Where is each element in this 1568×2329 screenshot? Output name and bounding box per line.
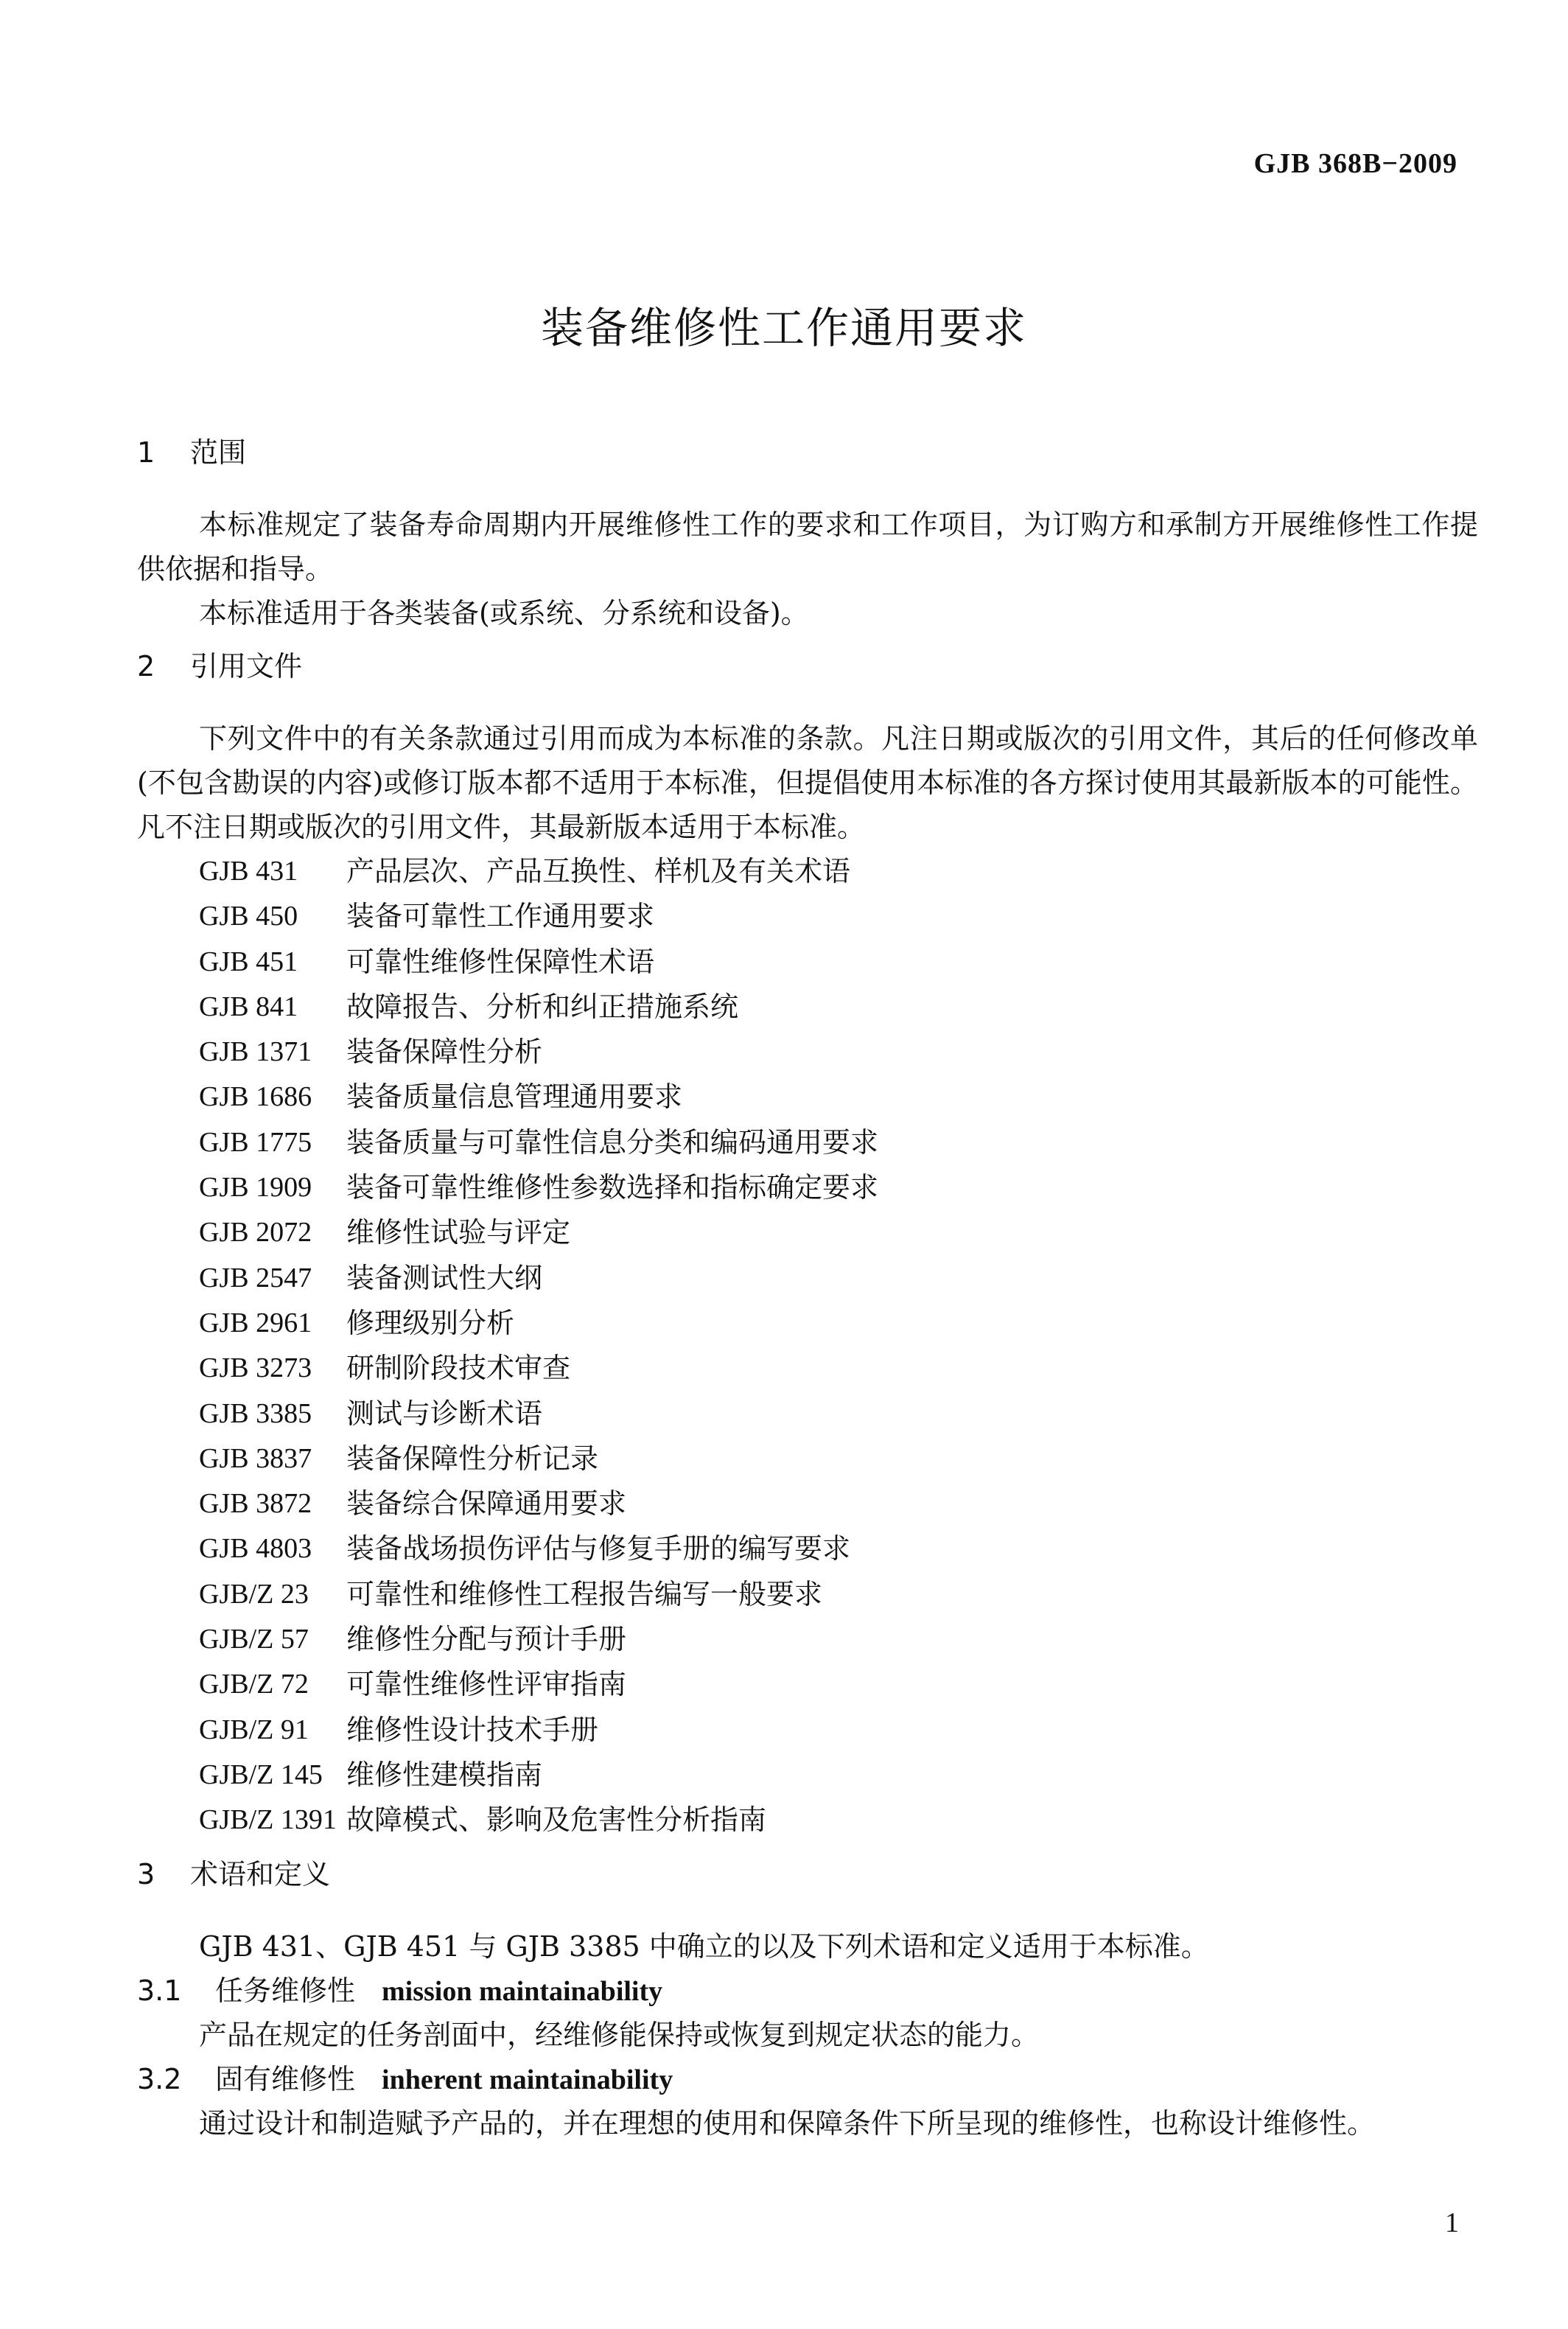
reference-item: [199, 1346, 1478, 1391]
references-intro: 下列文件中的有关条款通过引用而成为本标准的条款。凡注日期或版次的引用文件，其后的任何修改单(不包含勘误的内容)或修订版本都不适用于本标准，但提倡使用本标准的各方探讨使用其最新版本的可能性。凡不注日期或版次的引用文件，其最新版本适用于本标准。: [137, 722, 1478, 843]
reference-code: GJB/Z 145: [199, 1759, 323, 1790]
reference-code: GJB 3837: [199, 1442, 312, 1474]
term-3-1-definition: 产品在规定的任务剖面中，经维修能保持或恢复到规定状态的能力。: [199, 2018, 1040, 2051]
term-3-1-heading: [137, 1969, 1478, 2013]
reference-title: 装备测试性大纲: [346, 1261, 543, 1294]
section-title: 引用文件: [190, 650, 303, 682]
reference-title: 装备保障性分析记录: [346, 1442, 599, 1475]
section-number: 3: [137, 1857, 155, 1890]
term-3-2-heading: [137, 2057, 1478, 2101]
reference-title: 维修性分配与预计手册: [346, 1623, 627, 1656]
reference-title: 测试与诊断术语: [346, 1397, 543, 1430]
reference-code: GJB 841: [199, 991, 298, 1022]
reference-code: GJB 1371: [199, 1036, 312, 1068]
reference-code: GJB 4803: [199, 1533, 312, 1565]
reference-item: [199, 1798, 1478, 1843]
section-number: 2: [137, 650, 155, 682]
scope-paragraph-1: 本标准规定了装备寿命周期内开展维修性工作的要求和工作项目，为订购方和承制方开展维修性工作提供依据和指导。: [137, 509, 1478, 585]
section-number: 1: [137, 436, 155, 469]
reference-title: 装备保障性分析: [346, 1036, 543, 1069]
reference-title: 可靠性维修性保障性术语: [346, 945, 655, 978]
document-body: [137, 438, 1478, 2145]
reference-code: GJB 3872: [199, 1488, 312, 1520]
reference-item: [199, 1301, 1478, 1346]
reference-item: [199, 1165, 1478, 1210]
reference-title: 装备可靠性维修性参数选择和指标确定要求: [346, 1171, 879, 1204]
reference-code: GJB 1909: [199, 1172, 312, 1204]
reference-item: [199, 1753, 1478, 1798]
reference-code: GJB/Z 91: [199, 1714, 309, 1745]
reference-code: GJB 450: [199, 901, 298, 932]
reference-title: 装备综合保障通用要求: [346, 1487, 627, 1520]
reference-item: [199, 1708, 1478, 1753]
reference-item: [199, 1120, 1478, 1165]
reference-code: GJB 431: [199, 856, 298, 887]
reference-item: [199, 1392, 1478, 1436]
reference-title: 研制阶段技术审查: [346, 1352, 571, 1385]
reference-title: 维修性建模指南: [346, 1758, 543, 1791]
section-title: 术语和定义: [190, 1857, 331, 1890]
reference-code: GJB 1775: [199, 1126, 312, 1158]
reference-code: GJB 1686: [199, 1081, 312, 1113]
reference-code: GJB 2961: [199, 1307, 312, 1338]
reference-item: [199, 1030, 1478, 1075]
reference-title: 维修性设计技术手册: [346, 1713, 599, 1746]
reference-code: GJB 2547: [199, 1262, 312, 1293]
section-title: 范围: [190, 436, 247, 469]
reference-title: 可靠性和维修性工程报告编写一般要求: [346, 1577, 823, 1610]
reference-title: 可靠性维修性评审指南: [346, 1668, 627, 1701]
reference-item: [199, 1210, 1478, 1255]
reference-title: 装备质量与可靠性信息分类和编码通用要求: [346, 1125, 879, 1159]
scope-paragraph-2: 本标准适用于各类装备(或系统、分系统和设备)。: [199, 597, 809, 629]
section-3-heading: [137, 1857, 1478, 1908]
reference-item: [199, 1256, 1478, 1301]
term-3-2-definition: 通过设计和制造赋予产品的，并在理想的使用和保障条件下所呈现的维修性，也称设计维修性。: [199, 2106, 1376, 2140]
term-chinese: 固有维修性: [215, 2062, 356, 2095]
reference-title: 产品层次、产品互换性、样机及有关术语: [346, 855, 851, 887]
page-number: 1: [1445, 2207, 1459, 2238]
term-english: mission maintainability: [382, 1975, 663, 2007]
term-number: 3.2: [137, 2062, 182, 2095]
reference-item: [199, 849, 1478, 894]
reference-title: 维修性试验与评定: [346, 1216, 571, 1249]
term-chinese: 任务维修性: [215, 1974, 356, 2007]
reference-code: GJB 451: [199, 946, 298, 977]
reference-title: 修理级别分析: [346, 1306, 515, 1339]
reference-code: GJB 2072: [199, 1217, 312, 1249]
reference-item: [199, 940, 1478, 985]
reference-code: GJB/Z 57: [199, 1624, 309, 1655]
section-2-heading: [137, 652, 1478, 700]
document-title: 装备维修性工作通用要求: [540, 303, 1027, 353]
reference-item: [199, 985, 1478, 1030]
reference-code: GJB 3385: [199, 1397, 312, 1429]
reference-title: 故障报告、分析和纠正措施系统: [346, 990, 739, 1023]
reference-code: GJB/Z 23: [199, 1578, 309, 1610]
term-english: inherent maintainability: [382, 2064, 673, 2095]
reference-item: [199, 1075, 1478, 1120]
reference-item: [199, 1436, 1478, 1481]
reference-title: 装备可靠性工作通用要求: [346, 900, 655, 933]
reference-item: [199, 894, 1478, 939]
standard-code: GJB 368B−2009: [1253, 148, 1457, 179]
reference-item: [199, 1526, 1478, 1571]
reference-code: GJB/Z 1391: [199, 1804, 337, 1836]
section-1-heading: [137, 438, 1478, 486]
term-number: 3.1: [137, 1974, 182, 2007]
reference-item: [199, 1617, 1478, 1662]
reference-title: 装备战场损伤评估与修复手册的编写要求: [346, 1532, 851, 1565]
reference-item: [199, 1662, 1478, 1707]
reference-title: 装备质量信息管理通用要求: [346, 1080, 683, 1114]
reference-code: GJB/Z 72: [199, 1669, 309, 1700]
reference-code: GJB 3273: [199, 1352, 312, 1384]
reference-list: [137, 849, 1478, 1843]
reference-title: 故障模式、影响及危害性分析指南: [346, 1804, 767, 1837]
terms-intro: GJB 431、GJB 451 与 GJB 3385 中确立的以及下列术语和定义适用于本标准。: [199, 1930, 1209, 1963]
reference-item: [199, 1481, 1478, 1526]
reference-item: [199, 1572, 1478, 1617]
